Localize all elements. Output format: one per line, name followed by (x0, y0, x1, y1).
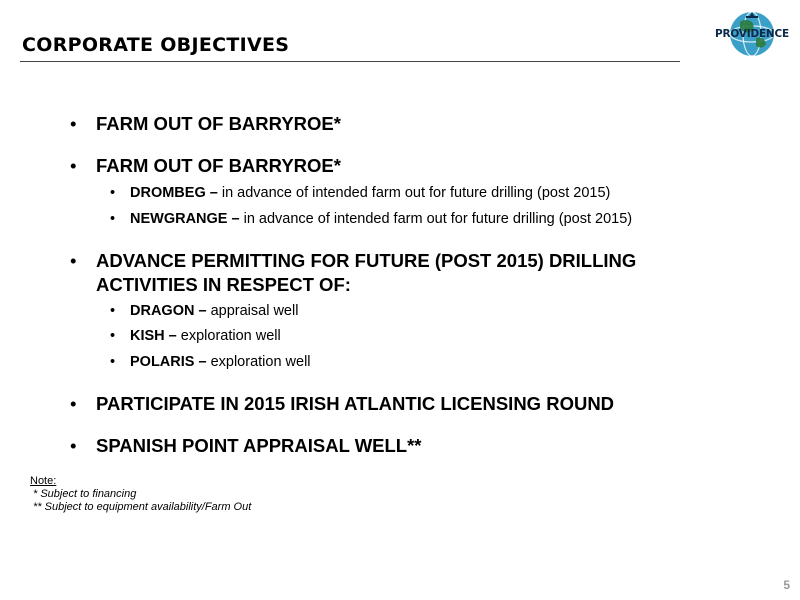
sub-bullet-name: KISH – (130, 328, 177, 344)
bullet-spanish-point (70, 434, 690, 458)
footnote: * Subject to financing (33, 488, 137, 500)
providence-logo (710, 10, 794, 58)
bullet-complete-processing (70, 154, 690, 178)
bullet-text: PARTICIPATE IN 2015 IRISH ATLANTIC LICENSING ROUND (96, 393, 615, 414)
sub-bullet-desc: exploration well (206, 354, 311, 370)
sub-bullet-desc: in advance of intended farm out for future drilling (post 2015) (217, 185, 611, 201)
bullet-text: FARM OUT OF BARRYROE* (96, 113, 341, 134)
page-number: 5 (783, 578, 790, 592)
note-label: Note: (30, 475, 57, 487)
sub-bullet-dot: • (110, 328, 116, 344)
sub-bullet-newgrange (110, 210, 632, 228)
bullet-dot: • (70, 393, 77, 414)
bullet-dot: • (70, 435, 77, 456)
bullet-farm-out (70, 112, 690, 136)
sub-bullet-name: POLARIS – (130, 354, 207, 370)
bullet-text: SPANISH POINT APPRAISAL WELL** (96, 435, 422, 456)
bullet-licensing-round (70, 392, 710, 416)
sub-bullet-dot: • (110, 354, 116, 370)
footnote: ** Subject to equipment availability/Farm Out (33, 501, 252, 513)
bullet-advance-permitting (70, 249, 690, 297)
sub-bullet-dot: • (110, 303, 116, 319)
sub-bullet-desc: exploration well (176, 328, 281, 344)
sub-bullet-name: NEWGRANGE – (130, 211, 240, 227)
sub-bullet-kish (110, 327, 281, 345)
bullet-dot: • (70, 113, 77, 134)
sub-bullet-desc: appraisal well (206, 303, 299, 319)
sub-bullet-dot: • (110, 185, 116, 201)
title-divider (20, 61, 680, 62)
sub-bullet-drombeg (110, 184, 610, 202)
sub-bullet-name: DROMBEG – (130, 185, 218, 201)
bullet-dot: • (70, 250, 77, 271)
sub-bullet-dot: • (110, 211, 116, 227)
sub-bullet-name: DRAGON – (130, 303, 207, 319)
logo-text: PROVIDENCE (714, 28, 789, 40)
bullet-text: FARM OUT OF BARRYROE* (96, 155, 341, 176)
bullet-dot: • (70, 155, 77, 176)
sub-bullet-desc: in advance of intended farm out for future drilling (post 2015) (239, 211, 633, 227)
bullet-text: ADVANCE PERMITTING FOR FUTURE (POST 2015) DRILLING ACTIVITIES IN RESPECT OF: (96, 250, 637, 295)
page-title: CORPORATE OBJECTIVES (22, 34, 290, 56)
footnote-block (30, 475, 251, 514)
sub-bullet-dragon (110, 302, 298, 320)
sub-bullet-polaris (110, 353, 311, 371)
